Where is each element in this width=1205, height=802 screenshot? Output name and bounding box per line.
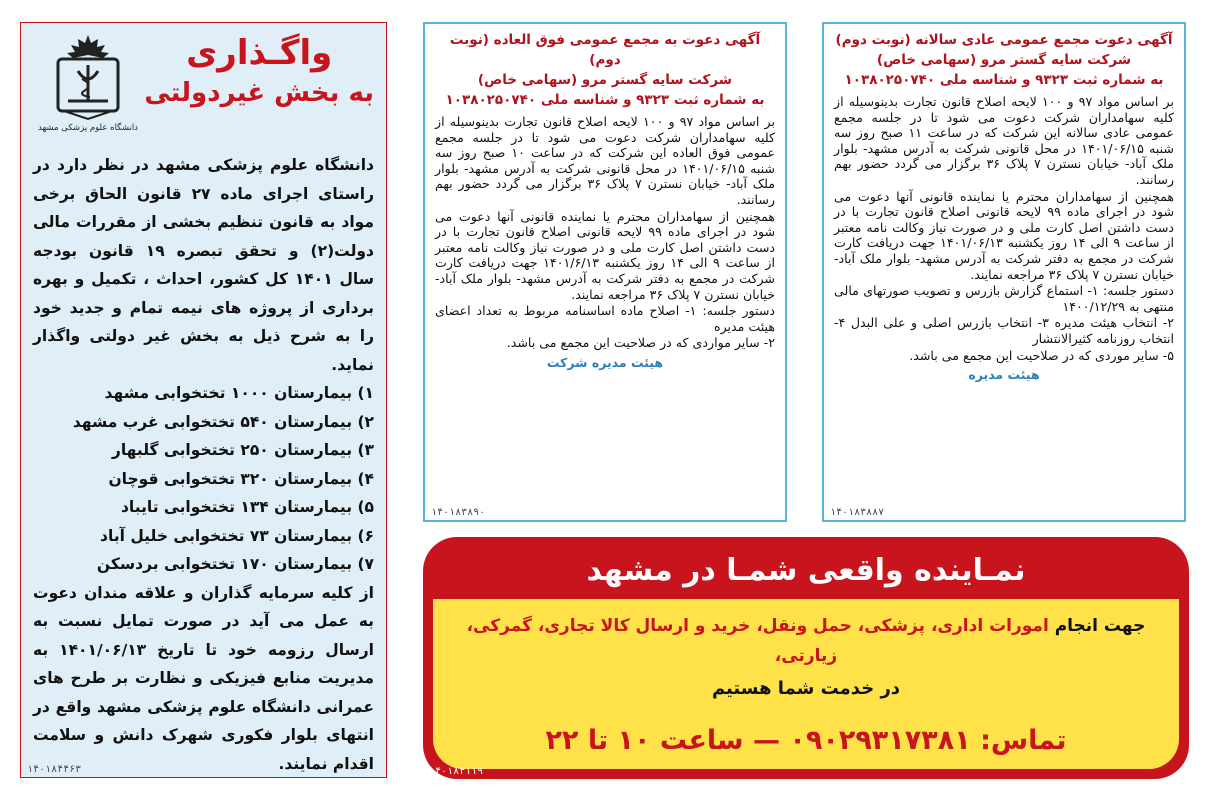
annual-meeting-notice	[822, 22, 1186, 522]
contact-info: تماس: ۰۹۰۲۹۳۱۷۳۸۱ — ساعت ۱۰ تا ۲۲	[545, 725, 1067, 756]
paragraph: بر اساس مواد ۹۷ و ۱۰۰ لایحه اصلاح قانون تجارت بدینوسیله از کلیه سهامداران شرکت دعوت می شود تا در جلسه مجمع عمومی عادی سالانه این شرکت که در ساعت ۱۱ صبح روز سه شنبه ۱۴۰۱/۰۶/۱۵ در محل قانونی شرکت به آدرس مشهد- بلوار ملک آباد- خیابان نسترن ۷ پلاک ۳۶ برگزار می گردد حضور بهم رسانند.	[834, 94, 1174, 187]
notice-closing: از کلیه سرمایه گذاران و علاقه مندان دعوت به عمل می آید در صورت تمایل نسبت به ارسال رزومه خود تا تاریخ ۱۴۰۱/۰۶/۱۳ به مدیریت منابع فیزیکی و نظارت بر طرح های عمرانی دانشگاه علوم پزشکی مشهد واقع در انتهای بلوار فکوری شهرک دانش و سلامت اقدام نمایند.	[33, 583, 374, 773]
banner-title: نمـاینده واقعی شمـا در مشهد	[586, 553, 1026, 588]
notice-body	[435, 114, 775, 351]
heading-title: آگهی دعوت به مجمع عمومی فوق العاده (نوبت دوم)	[449, 32, 761, 68]
services-line	[433, 611, 1179, 671]
notice-intro: دانشگاه علوم پزشکی مشهد در نظر دارد در راستای اجرای ماده ۲۷ قانون الحاق برخی مواد به قانون تنظیم بخشی از مقررات مالی دولت(۲) و تحقق تبصره ۱۹ قانون بودجه سال ۱۴۰۱ کل کشور، احداث ، تکمیل و بهره برداری از پروژه های نیمه تمام و جدید خود را به شرح ذیل به بخش غیر دولتی واگذار نماید.	[33, 156, 374, 374]
agenda-item: ۲- سایر مواردی که در صلاحیت این مجمع می باشد.	[506, 335, 775, 351]
list-item: ۱) بیمارستان ۱۰۰۰ تختخوابی مشهد	[104, 384, 374, 402]
paragraph: بر اساس مواد ۹۷ و ۱۰۰ لایحه اصلاح قانون تجارت بدینوسیله از کلیه سهامداران شرکت دعوت می شود تا در جلسه مجمع عمومی فوق العاده این شرکت که در ساعت ۱۰ صبح روز سه شنبه ۱۴۰۱/۰۶/۱۵ در محل قانونی شرکت به آدرس مشهد- بلوار ملک آباد- خیابان نسترن ۷ پلاک ۳۶ برگزار می گردد حضور بهم رسانند.	[435, 114, 775, 207]
university-logo	[33, 31, 143, 133]
ad-code: ۱۴۰۱۸۳۸۸۷	[830, 507, 885, 518]
agency-banner	[423, 537, 1189, 779]
hospital-list	[33, 379, 374, 579]
registration-info: به شماره ثبت ۹۳۲۳ و شناسه ملی ۱۰۳۸۰۲۵۰۷۴۰	[445, 92, 765, 108]
notice-body	[834, 94, 1174, 363]
list-item: ۷) بیمارستان ۱۷۰ تختخوابی بردسکن	[96, 555, 374, 573]
company-name: شرکت سایه گستر مرو (سهامی خاص)	[477, 72, 733, 88]
services-prefix: جهت انجام	[1054, 616, 1146, 636]
heading-title: آگهی دعوت مجمع عمومی عادی سالانه (نوبت دوم)	[835, 32, 1173, 48]
notice-header	[33, 31, 374, 151]
university-emblem-icon	[50, 31, 126, 121]
list-item: ۶) بیمارستان ۷۳ تختخوابی خلیل آباد	[100, 526, 374, 545]
title-line-2: به بخش غیردولتی	[144, 78, 374, 108]
agenda-item: ۲- انتخاب هیئت مدیره ۳- انتخاب بازرس اصلی و علی البدل ۴- انتخاب روزنامه کثیرالانتشار	[834, 315, 1175, 346]
logo-caption: دانشگاه علوم پزشکی مشهد	[38, 123, 138, 133]
paragraph: همچنین از سهامداران محترم یا نماینده قانونی آنها دعوت می شود در اجرای ماده ۹۹ لایحه قانونی اصلاح قانون تجارت با در دست داشتن اصل کارت ملی و در صورت نیاز وکالت نامه معتبر از ساعت ۹ الی ۱۴ روز یکشنبه ۱۴۰۱/۰۶/۱۳ جهت دریافت کارت شرکت در مجمع به دفتر شرکت به آدرس مشهد- بلوار ملک آباد- خیابان نسترن ۷ پلاک ۳۶ مراجعه نمایند.	[834, 188, 1174, 282]
services-list: امورات اداری، پزشکی، حمل ونقل، خرید و ارسال کالا تجاری، گمرکی، زیارتی،	[466, 616, 1049, 666]
list-item: ۳) بیمارستان ۲۵۰ تختخوابی گلبهار	[111, 441, 374, 459]
title-line-1: واگـذاری	[186, 33, 333, 73]
signature: هیئت مدیره شرکت	[546, 354, 664, 370]
list-item: ۴) بیمارستان ۳۲۰ تختخوابی قوچان	[108, 469, 374, 488]
list-item: ۵) بیمارستان ۱۳۴ تختخوابی تایباد	[120, 498, 374, 516]
registration-info: به شماره ثبت ۹۳۲۳ و شناسه ملی ۱۰۳۸۰۲۵۰۷۴۰	[844, 72, 1164, 88]
ad-code: ۱۴۰۱۸۳۸۹۰	[431, 507, 486, 518]
company-name: شرکت سایه گستر مرو (سهامی خاص)	[876, 52, 1132, 68]
agenda: دستور جلسه: ۱- اصلاح ماده اساسنامه مربوط به تعداد اعضای هیئت مدیره	[435, 303, 775, 334]
service-tagline: در خدمت شما هستیم	[711, 678, 901, 699]
notice-heading	[834, 30, 1174, 90]
privatization-notice	[20, 22, 387, 778]
notice-heading	[435, 30, 775, 110]
ad-code: ۱۴۰۱۸۴۴۶۳	[27, 764, 82, 775]
banner-content	[433, 599, 1179, 769]
agenda: دستور جلسه: ۱- استماع گزارش بازرس و تصویب صورتهای مالی منتهی به ۱۴۰۰/۱۲/۲۹	[834, 283, 1174, 314]
ad-code: ۱۴۰۱۸۴۱۱۹	[429, 766, 484, 777]
agenda-item: ۵- سایر موردی که در صلاحیت این مجمع می باشد.	[909, 347, 1174, 363]
notice-body	[33, 151, 374, 778]
list-item: ۲) بیمارستان ۵۴۰ تختخوابی غرب مشهد	[72, 412, 374, 431]
extraordinary-meeting-notice	[423, 22, 787, 522]
notice-title	[144, 31, 374, 111]
signature: هیئت مدیره	[968, 367, 1040, 383]
paragraph: همچنین از سهامداران محترم یا نماینده قانونی آنها دعوت می شود در اجرای ماده ۹۹ لایحه قانونی اصلاح قانون تجارت با در دست داشتن اصل کارت ملی و در صورت نیاز وکالت نامه معتبر از ساعت ۹ الی ۱۴ روز یکشنبه ۱۴۰۱/۶/۱۳ جهت دریافت کارت شرکت در مجمع به دفتر شرکت به آدرس مشهد- بلوار ملک آباد- خیابان نسترن ۷ پلاک ۳۶ مراجعه نمایند.	[435, 208, 776, 302]
